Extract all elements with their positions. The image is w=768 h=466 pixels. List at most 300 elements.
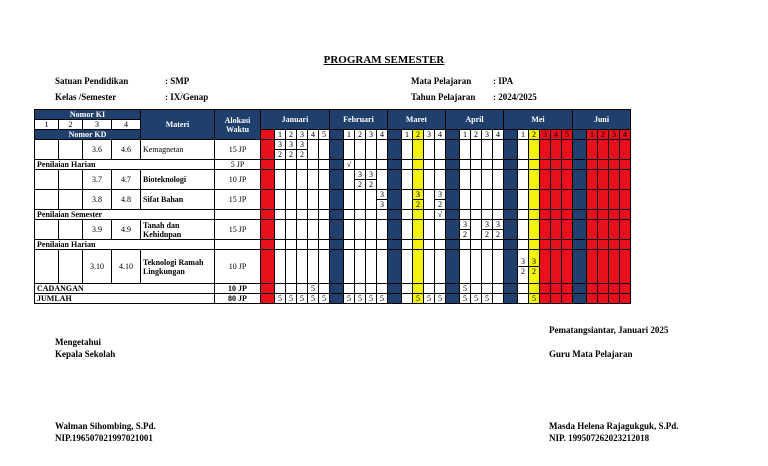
week-cell: [402, 210, 413, 220]
week-cell: [518, 210, 529, 220]
week-cell: [435, 160, 446, 170]
week-cell: [518, 250, 529, 284]
week-value: 5: [311, 294, 315, 303]
week-cell: [609, 240, 620, 250]
week-cell: [424, 160, 435, 170]
week-value: √: [346, 160, 352, 169]
alokasi-header: [215, 110, 261, 140]
week-cell: [587, 250, 598, 284]
week-value: 5: [438, 294, 442, 303]
week-value: 2: [493, 229, 503, 239]
kelas-label: Kelas /Semester: [55, 92, 117, 102]
week-cell: [377, 294, 388, 304]
kepala-nip: NIP.196507021997021001: [55, 433, 153, 443]
week-cell: [308, 250, 319, 284]
week-cell: [460, 220, 471, 240]
alokasi-cell: 10 JP: [215, 250, 261, 284]
week-cell: [435, 220, 446, 240]
month-separator: [446, 130, 460, 140]
week-number: 2: [413, 130, 424, 140]
week-cell: [620, 140, 631, 160]
week-cell: [319, 190, 330, 210]
table-body: [35, 110, 631, 304]
week-cell: [297, 250, 308, 284]
week-number: 2: [529, 130, 540, 140]
week-cell: [413, 250, 424, 284]
week-cell: [297, 294, 308, 304]
week-cell: [471, 220, 482, 240]
nomor-ki-header: Nomor KI: [35, 110, 141, 120]
week-cell: [493, 160, 504, 170]
week-number: 2: [598, 130, 609, 140]
materi-cell: Tanah dan Kehidupan: [141, 220, 215, 240]
week-cell: [529, 210, 540, 220]
week-cell: [275, 220, 286, 240]
week-cell: [286, 240, 297, 250]
week-cell: [482, 284, 493, 294]
month-separator: [446, 190, 460, 210]
week-cell: [598, 220, 609, 240]
week-number: 5: [319, 130, 330, 140]
header-row-months: [35, 110, 631, 120]
week-value: 2: [460, 229, 470, 239]
week-cell: [529, 140, 540, 160]
week-value: 5: [532, 294, 536, 303]
week-cell: [482, 160, 493, 170]
week-cell: [297, 220, 308, 240]
total-label: JUMLAH: [35, 294, 215, 304]
week-cell: [598, 170, 609, 190]
week-cell: [402, 284, 413, 294]
nomor-kd-header: Nomor KD: [35, 130, 141, 140]
week-cell: [308, 210, 319, 220]
week-value: 3: [358, 170, 362, 179]
week-cell: [551, 250, 562, 284]
week-value: 2: [275, 149, 285, 159]
week-cell: [551, 190, 562, 210]
week-cell: [551, 220, 562, 240]
week-cell: [366, 160, 377, 170]
week-value: 3: [463, 220, 467, 229]
ki-cell: [35, 140, 59, 160]
week-cell: [377, 250, 388, 284]
week-cell: [319, 294, 330, 304]
month-separator: [388, 170, 402, 190]
week-cell: [344, 160, 355, 170]
kelas-value: : IX/Genap: [165, 92, 209, 102]
page-title: PROGRAM SEMESTER: [323, 54, 445, 66]
week-cell: [344, 284, 355, 294]
week-cell: [355, 170, 366, 190]
ki-cell: [35, 250, 59, 284]
week-cell: [366, 170, 377, 190]
month-separator: [261, 250, 275, 284]
table-row: [35, 250, 631, 284]
table-row: [35, 190, 631, 210]
week-cell: [471, 170, 482, 190]
week-cell: [275, 160, 286, 170]
week-cell: [275, 210, 286, 220]
week-value: 3: [380, 190, 384, 199]
month-separator: [504, 160, 518, 170]
week-cell: [355, 140, 366, 160]
guru-label: Guru Mata Pelajaran: [549, 349, 633, 359]
month-header-juni: Juni: [573, 110, 631, 130]
materi-header: Materi: [141, 110, 215, 140]
week-cell: [518, 170, 529, 190]
week-cell: [424, 210, 435, 220]
week-value: 5: [369, 294, 373, 303]
month-separator: [504, 220, 518, 240]
month-header-maret: Maret: [388, 110, 446, 130]
week-value: 5: [311, 284, 315, 293]
week-cell: [529, 250, 540, 284]
week-cell: [424, 250, 435, 284]
month-separator: [573, 220, 587, 240]
week-cell: [551, 210, 562, 220]
week-cell: [598, 160, 609, 170]
week-cell: [562, 210, 573, 220]
month-separator: [573, 210, 587, 220]
week-cell: [413, 210, 424, 220]
week-cell: [366, 210, 377, 220]
month-separator: [504, 284, 518, 294]
week-cell: [620, 190, 631, 210]
week-cell: [308, 140, 319, 160]
week-number: 4: [377, 130, 388, 140]
ki-number: 3: [83, 120, 112, 130]
total-label: CADANGAN: [35, 284, 215, 294]
assessment-row: [35, 210, 631, 220]
week-number: 1: [518, 130, 529, 140]
month-separator: [446, 284, 460, 294]
week-cell: [297, 284, 308, 294]
alokasi-cell: [215, 210, 261, 220]
month-separator: [261, 210, 275, 220]
week-value: 5: [322, 294, 326, 303]
week-cell: [424, 284, 435, 294]
week-cell: [609, 190, 620, 210]
month-separator: [330, 170, 344, 190]
month-separator: [388, 130, 402, 140]
week-cell: [344, 294, 355, 304]
month-separator: [504, 240, 518, 250]
week-cell: [518, 284, 529, 294]
week-cell: [319, 170, 330, 190]
week-cell: [482, 170, 493, 190]
week-cell: [609, 160, 620, 170]
week-cell: [562, 190, 573, 210]
ki-cell: [35, 220, 59, 240]
week-number: 4: [493, 130, 504, 140]
week-cell: [598, 294, 609, 304]
guru-nip: NIP. 199507262023212018: [549, 433, 650, 443]
week-cell: [435, 240, 446, 250]
week-cell: [319, 160, 330, 170]
week-cell: [413, 220, 424, 240]
week-value: 2: [529, 266, 539, 276]
month-separator: [573, 160, 587, 170]
table-row: [35, 170, 631, 190]
kd-number: 4.8: [112, 190, 141, 210]
week-cell: [540, 140, 551, 160]
week-cell: [471, 210, 482, 220]
week-cell: [355, 210, 366, 220]
month-separator: [504, 190, 518, 210]
week-cell: [435, 140, 446, 160]
month-separator: [330, 284, 344, 294]
week-cell: [471, 240, 482, 250]
alokasi-cell: 15 JP: [215, 140, 261, 160]
month-separator: [446, 140, 460, 160]
week-cell: [308, 190, 319, 210]
week-cell: [471, 190, 482, 210]
month-separator: [388, 140, 402, 160]
week-cell: [366, 140, 377, 160]
week-number: 1: [344, 130, 355, 140]
week-number: 3: [609, 130, 620, 140]
week-cell: [435, 250, 446, 284]
week-cell: [286, 210, 297, 220]
week-cell: [286, 294, 297, 304]
week-cell: [540, 284, 551, 294]
week-cell: [344, 190, 355, 210]
alokasi-cell: [215, 240, 261, 250]
week-cell: [609, 220, 620, 240]
week-cell: [471, 140, 482, 160]
week-cell: [587, 220, 598, 240]
week-cell: [435, 170, 446, 190]
month-separator: [330, 190, 344, 210]
month-separator: [446, 294, 460, 304]
week-cell: [355, 284, 366, 294]
week-value: 3: [377, 199, 387, 209]
week-cell: [275, 284, 286, 294]
month-separator: [573, 130, 587, 140]
week-cell: [598, 240, 609, 250]
week-cell: [319, 250, 330, 284]
week-value: 5: [358, 294, 362, 303]
month-separator: [504, 140, 518, 160]
week-value: 2: [355, 179, 365, 189]
week-cell: [366, 250, 377, 284]
week-cell: [377, 210, 388, 220]
week-cell: [377, 240, 388, 250]
week-cell: [609, 250, 620, 284]
week-cell: [587, 160, 598, 170]
ki-cell: [59, 220, 83, 240]
assessment-label: Penilaian Harian: [35, 240, 215, 250]
week-cell: [551, 140, 562, 160]
week-cell: [402, 294, 413, 304]
week-cell: [460, 294, 471, 304]
week-cell: [587, 240, 598, 250]
week-cell: [540, 210, 551, 220]
week-cell: [413, 140, 424, 160]
week-value: 5: [347, 294, 351, 303]
week-number: 1: [460, 130, 471, 140]
week-cell: [598, 284, 609, 294]
week-cell: [424, 170, 435, 190]
mapel-label: Mata Pelajaran: [411, 76, 472, 86]
week-cell: [319, 220, 330, 240]
week-cell: [562, 170, 573, 190]
satuan-label: Satuan Pendidikan: [55, 76, 129, 86]
week-cell: [482, 140, 493, 160]
week-number: 5: [562, 130, 573, 140]
assessment-label: Penilaian Semester: [35, 210, 215, 220]
week-value: 5: [300, 294, 304, 303]
week-cell: [297, 210, 308, 220]
ki-cell: [35, 170, 59, 190]
month-separator: [330, 250, 344, 284]
week-cell: [529, 160, 540, 170]
week-cell: [413, 160, 424, 170]
assessment-row: [35, 240, 631, 250]
week-cell: [562, 284, 573, 294]
week-cell: [460, 250, 471, 284]
week-cell: [471, 160, 482, 170]
materi-cell: Teknologi Ramah Lingkungan: [141, 250, 215, 284]
program-table: [34, 109, 631, 304]
mapel-value: : IPA: [493, 76, 514, 86]
alokasi-line2: Waktu: [225, 124, 250, 134]
week-value: 5: [278, 294, 282, 303]
week-value: 2: [482, 229, 492, 239]
total-row: [35, 294, 631, 304]
week-cell: [297, 140, 308, 160]
tahun-value: : 2024/2025: [493, 92, 537, 102]
week-value: 5: [463, 294, 467, 303]
month-separator: [261, 130, 275, 140]
month-separator: [261, 284, 275, 294]
week-cell: [598, 250, 609, 284]
month-separator: [330, 210, 344, 220]
month-separator: [504, 170, 518, 190]
week-cell: [493, 284, 504, 294]
week-cell: [609, 210, 620, 220]
week-number: 1: [402, 130, 413, 140]
week-cell: [308, 220, 319, 240]
place-date: Pematangsiantar, Januari 2025: [549, 325, 669, 335]
alokasi-line1: Alokasi: [224, 115, 251, 125]
week-cell: [308, 284, 319, 294]
month-separator: [388, 294, 402, 304]
week-cell: [344, 250, 355, 284]
month-separator: [573, 240, 587, 250]
materi-cell: Sifat Bahan: [141, 190, 215, 210]
week-cell: [460, 160, 471, 170]
week-cell: [355, 240, 366, 250]
week-cell: [562, 140, 573, 160]
ki-number: 2: [59, 120, 83, 130]
week-cell: [275, 140, 286, 160]
ki-cell: [59, 140, 83, 160]
week-cell: [587, 190, 598, 210]
kd-number: 3.6: [83, 140, 112, 160]
week-cell: [518, 190, 529, 210]
week-cell: [493, 140, 504, 160]
week-cell: [286, 170, 297, 190]
week-cell: [482, 250, 493, 284]
week-cell: [587, 170, 598, 190]
week-cell: [598, 210, 609, 220]
week-value: 5: [474, 294, 478, 303]
week-number: 4: [551, 130, 562, 140]
week-cell: [286, 220, 297, 240]
week-cell: [493, 250, 504, 284]
month-separator: [573, 284, 587, 294]
week-cell: [366, 240, 377, 250]
week-cell: [529, 170, 540, 190]
week-cell: [319, 284, 330, 294]
week-cell: [529, 284, 540, 294]
month-separator: [573, 294, 587, 304]
kd-number: 4.10: [112, 250, 141, 284]
week-value: 3: [485, 220, 489, 229]
week-number: 1: [275, 130, 286, 140]
month-separator: [446, 240, 460, 250]
week-cell: [518, 140, 529, 160]
week-cell: [366, 220, 377, 240]
week-value: 2: [518, 266, 528, 276]
week-cell: [551, 240, 562, 250]
month-separator: [388, 220, 402, 240]
alokasi-cell: 5 JP: [215, 160, 261, 170]
month-separator: [261, 160, 275, 170]
kd-number: 3.9: [83, 220, 112, 240]
week-cell: [344, 170, 355, 190]
week-cell: [460, 240, 471, 250]
week-cell: [413, 294, 424, 304]
month-separator: [388, 160, 402, 170]
week-cell: [620, 160, 631, 170]
week-value: 5: [416, 294, 420, 303]
week-cell: [482, 240, 493, 250]
ki-cell: [59, 170, 83, 190]
alokasi-cell: 10 JP: [215, 284, 261, 294]
week-cell: [424, 140, 435, 160]
week-cell: [460, 170, 471, 190]
week-cell: [620, 240, 631, 250]
guru-name: Masda Helena Rajagukguk, S.Pd.: [549, 421, 679, 431]
month-separator: [446, 160, 460, 170]
week-cell: [424, 190, 435, 210]
month-separator: [388, 284, 402, 294]
week-cell: [482, 210, 493, 220]
week-number: 2: [355, 130, 366, 140]
week-cell: [297, 240, 308, 250]
month-header-februari: Februari: [330, 110, 388, 130]
week-value: 3: [521, 257, 525, 266]
week-cell: [355, 190, 366, 210]
month-separator: [261, 240, 275, 250]
alokasi-cell: 10 JP: [215, 170, 261, 190]
week-cell: [355, 250, 366, 284]
week-value: 3: [496, 220, 500, 229]
mengetahui-label: Mengetahui: [55, 337, 101, 347]
week-number: 1: [587, 130, 598, 140]
week-cell: [540, 294, 551, 304]
week-cell: [275, 240, 286, 250]
week-cell: [518, 160, 529, 170]
week-cell: [413, 240, 424, 250]
week-value: 2: [366, 179, 376, 189]
ki-cell: [59, 250, 83, 284]
week-cell: [275, 250, 286, 284]
assessment-row: [35, 160, 631, 170]
table-row: [35, 220, 631, 240]
